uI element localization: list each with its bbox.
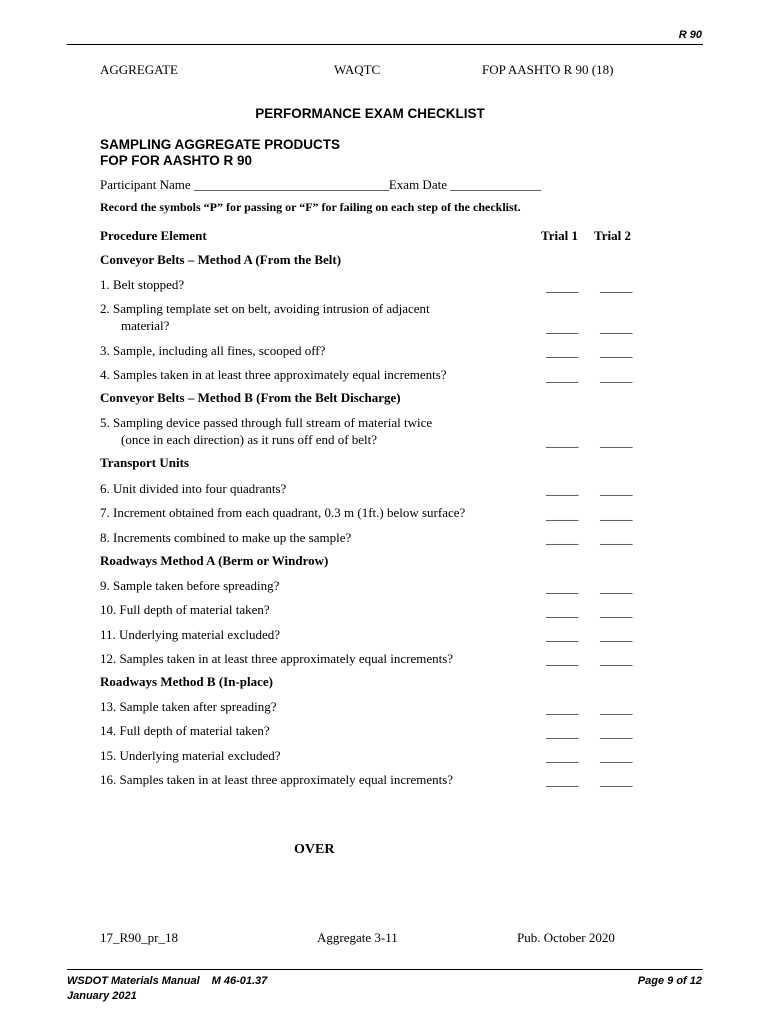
checklist-item-3: 3. Sample, including all fines, scooped off?	[100, 343, 326, 358]
header-rule	[67, 44, 703, 45]
section-heading: Transport Units	[100, 455, 189, 470]
checklist-item-8: 8. Increments combined to make up the sample?	[100, 530, 352, 545]
participant-line	[100, 177, 541, 193]
checklist-item-14: 14. Full depth of material taken?	[100, 723, 270, 738]
checklist-item-13: 13. Sample taken after spreading?	[100, 699, 277, 714]
trial-2-blank[interactable]: _____	[600, 482, 633, 497]
trial-2-blank[interactable]: _____	[600, 507, 633, 522]
trial-1-blank[interactable]: _____	[546, 580, 579, 595]
trial-1-blank[interactable]: _____	[546, 628, 579, 643]
trial-1-blank[interactable]: _____	[546, 531, 579, 546]
checklist-item-7: 7. Increment obtained from each quadrant, 0.3 m (1ft.) below surface?	[100, 505, 466, 520]
exam-date-label: Exam Date	[388, 177, 447, 192]
checklist-item-5: 5. Sampling device passed through full stream of material twice (once in each direction) as it runs off end of belt?	[100, 415, 433, 447]
trial-2-blank[interactable]: _____	[600, 652, 633, 667]
trial-2-blank[interactable]: _____	[600, 369, 633, 384]
trial-2-blank[interactable]: _____	[600, 749, 633, 764]
trial-1-blank[interactable]: _____	[546, 773, 579, 788]
trial-1-blank[interactable]: _____	[546, 701, 579, 716]
trial-1-blank[interactable]: _____	[546, 652, 579, 667]
footer-manual: WSDOT Materials Manual M 46-01.37	[67, 975, 268, 987]
publication-date: Pub. October 2020	[517, 930, 615, 945]
header-left: AGGREGATE	[100, 62, 178, 77]
trial-2-blank[interactable]: _____	[600, 320, 633, 335]
checklist-item-12: 12. Samples taken in at least three approximately equal increments?	[100, 651, 454, 666]
trial-2-blank[interactable]: _____	[600, 701, 633, 716]
trial-1-blank[interactable]: _____	[546, 507, 579, 522]
trial-2-blank[interactable]: _____	[600, 725, 633, 740]
participant-name-label: Participant Name	[100, 177, 191, 192]
column-trial-2: Trial 2	[594, 228, 631, 243]
column-procedure-element: Procedure Element	[100, 228, 207, 243]
running-head-code: R 90	[678, 29, 702, 41]
checklist-item-2: 2. Sampling template set on belt, avoiding intrusion of adjacent material?	[100, 301, 430, 333]
trial-2-blank[interactable]: _____	[600, 344, 633, 359]
section-heading: Roadways Method A (Berm or Windrow)	[100, 553, 329, 568]
footer-rule	[67, 969, 703, 970]
checklist-item-16: 16. Samples taken in at least three approximately equal increments?	[100, 772, 454, 787]
checklist-item-9: 9. Sample taken before spreading?	[100, 578, 280, 593]
section-heading: Conveyor Belts – Method A (From the Belt)	[100, 252, 342, 267]
document-code: 17_R90_pr_18	[100, 930, 178, 945]
trial-2-blank[interactable]: _____	[600, 580, 633, 595]
trial-1-blank[interactable]: _____	[546, 434, 579, 449]
header-right: FOP AASHTO R 90 (18)	[482, 62, 614, 77]
column-trial-1: Trial 1	[541, 228, 578, 243]
checklist-item-11: 11. Underlying material excluded?	[100, 627, 281, 642]
checklist-item-6: 6. Unit divided into four quadrants?	[100, 481, 287, 496]
section-heading: Conveyor Belts – Method B (From the Belt Discharge)	[100, 390, 401, 405]
trial-2-blank[interactable]: _____	[600, 531, 633, 546]
trial-1-blank[interactable]: _____	[546, 279, 579, 294]
trial-2-blank[interactable]: _____	[600, 773, 633, 788]
trial-1-blank[interactable]: _____	[546, 320, 579, 335]
checklist-item-15: 15. Underlying material excluded?	[100, 748, 281, 763]
page-title: PERFORMANCE EXAM CHECKLIST	[255, 106, 485, 121]
checklist-item-4: 4. Samples taken in at least three approximately equal increments?	[100, 367, 447, 382]
trial-1-blank[interactable]: _____	[546, 482, 579, 497]
instruction-text: Record the symbols “P” for passing or “F” for failing on each step of the checklist.	[100, 200, 521, 214]
footer-date: January 2021	[67, 990, 137, 1002]
trial-1-blank[interactable]: _____	[546, 604, 579, 619]
trial-1-blank[interactable]: _____	[546, 749, 579, 764]
subtitle-line-2: FOP FOR AASHTO R 90	[100, 153, 253, 168]
checklist-item-10: 10. Full depth of material taken?	[100, 602, 270, 617]
trial-2-blank[interactable]: _____	[600, 434, 633, 449]
trial-2-blank[interactable]: _____	[600, 628, 633, 643]
trial-1-blank[interactable]: _____	[546, 369, 579, 384]
trial-1-blank[interactable]: _____	[546, 344, 579, 359]
section-heading: Roadways Method B (In-place)	[100, 674, 273, 689]
footer-page-number: Page 9 of 12	[637, 975, 702, 987]
exam-date-blank[interactable]: ______________	[450, 177, 542, 192]
trial-1-blank[interactable]: _____	[546, 725, 579, 740]
over-label: OVER	[294, 842, 335, 857]
trial-2-blank[interactable]: _____	[600, 604, 633, 619]
page-reference: Aggregate 3-11	[317, 930, 398, 945]
participant-name-blank[interactable]: ______________________________	[193, 177, 389, 192]
header-center: WAQTC	[334, 62, 381, 77]
checklist-item-1: 1. Belt stopped?	[100, 277, 185, 292]
trial-2-blank[interactable]: _____	[600, 279, 633, 294]
subtitle-line-1: SAMPLING AGGREGATE PRODUCTS	[100, 137, 341, 152]
